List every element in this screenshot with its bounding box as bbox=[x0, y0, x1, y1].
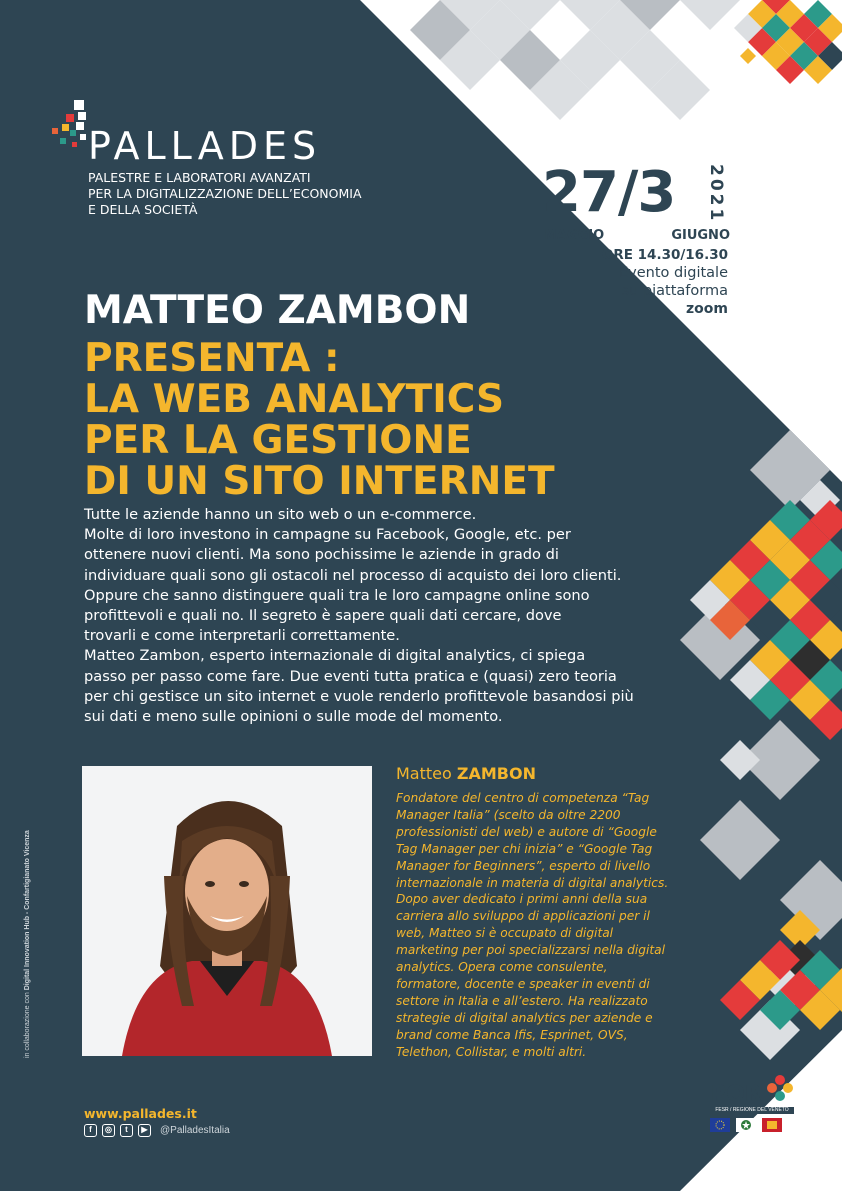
bio-line: marketing per poi specializzarsi nella digital bbox=[396, 943, 665, 958]
event-mode-line: Evento digitale bbox=[618, 265, 728, 281]
bio-line: Dopo aver dedicato i primi anni della sua bbox=[396, 892, 648, 907]
brand-name: PALLADES bbox=[88, 124, 322, 168]
description-line: Oppure che sanno distinguere quali tra le loro campagne online sono bbox=[84, 586, 590, 604]
description-line: profittevoli e quali no. Il segreto è sapere quali dati cercare, dove bbox=[84, 607, 562, 625]
instagram-icon[interactable]: ◎ bbox=[102, 1124, 115, 1137]
event-description bbox=[84, 505, 734, 727]
talk-title-line: LA WEB ANALYTICS bbox=[84, 377, 505, 422]
description-line: passo per passo come fare. Due eventi tutta pratica e (quasi) zero teoria bbox=[84, 667, 617, 685]
description-line: sui dati e meno sulle opinioni o sulle mode del momento. bbox=[84, 708, 503, 726]
event-year: 2021 bbox=[706, 164, 726, 224]
brand-tagline bbox=[88, 170, 362, 218]
description-line: ottenere nuovi clienti. Ma sono pochissime le aziende in grado di bbox=[84, 546, 559, 564]
bio-name bbox=[396, 764, 536, 783]
bio-last-name: ZAMBON bbox=[456, 764, 536, 783]
description-line: Matteo Zambon, esperto internazionale di digital analytics, ci spiega bbox=[84, 647, 586, 665]
veneto-flag-icon bbox=[762, 1118, 782, 1132]
description-line: Molte di loro investono in campagne su Facebook, Google, etc. per bbox=[84, 526, 571, 544]
bio-line: professionisti del web) e autore di “Google bbox=[396, 824, 657, 839]
bio-line: carriera allo sviluppo di applicazioni per il bbox=[396, 909, 650, 924]
bio-line: Tag Manager per chi inizia” e “Google Tag bbox=[396, 841, 653, 856]
speaker-portrait-illustration bbox=[82, 766, 372, 1056]
description-line: individuare quali sono gli ostacoli nel processo di acquisto dei loro clienti. bbox=[84, 566, 622, 584]
description-line: Tutte le aziende hanno un sito web o un e-commerce. bbox=[84, 506, 477, 523]
tagline-line: E DELLA SOCIETÀ bbox=[88, 202, 198, 217]
description-line: trovarli e come interpretarli correttamente. bbox=[84, 627, 400, 645]
por-subtitle: FESR / REGIONE DEL VENETO bbox=[710, 1107, 794, 1114]
speaker-bio bbox=[396, 790, 716, 1061]
por-word: POR bbox=[710, 1082, 762, 1107]
bio-first-name: Matteo bbox=[396, 764, 452, 783]
month-may: MAGGIO bbox=[544, 228, 605, 243]
bio-line: internazionale in materia di digital analytics. bbox=[396, 875, 669, 890]
bio-line: Manager Italia” (scelto da oltre 2200 bbox=[396, 807, 621, 822]
speaker-title: MATTEO ZAMBON bbox=[84, 288, 471, 333]
pallades-logo-mark bbox=[50, 98, 90, 162]
website-link[interactable]: www.pallades.it bbox=[84, 1106, 197, 1121]
talk-title bbox=[84, 338, 555, 502]
por-flower-icon bbox=[766, 1074, 794, 1102]
bio-line: brand come Banca Ifis, Esprinet, OVS, bbox=[396, 1027, 628, 1042]
speaker-photo bbox=[82, 766, 372, 1056]
twitter-icon[interactable]: t bbox=[120, 1124, 133, 1137]
description-line: per chi gestisce un sito internet e vuole renderlo profittevole basandosi più bbox=[84, 687, 634, 705]
por-logo bbox=[706, 1080, 796, 1140]
bio-line: strategie di digital analytics per aziende e bbox=[396, 1010, 653, 1025]
platform-name: zoom bbox=[686, 301, 728, 317]
social-links bbox=[84, 1124, 230, 1137]
tagline-line: PER LA DIGITALIZZAZIONE DELL’ECONOMIA bbox=[88, 186, 362, 201]
collaboration-note bbox=[20, 770, 40, 1060]
italy-emblem-icon bbox=[736, 1118, 756, 1132]
bio-line: Manager for Beginners”, esperto di livello bbox=[396, 858, 651, 873]
bio-line: Fondatore del centro di competenza “Tag bbox=[396, 791, 650, 805]
talk-title-line: PRESENTA : bbox=[84, 336, 340, 381]
collab-partners: Digital Innovation Hub - Confartigianato Vicenza bbox=[24, 830, 31, 991]
event-months bbox=[544, 228, 730, 243]
event-info bbox=[520, 246, 728, 318]
talk-title-line: PER LA GESTIONE bbox=[84, 418, 472, 463]
bio-line: web, Matteo si è occupato di digital bbox=[396, 926, 614, 941]
bio-line: Telethon, Collistar, e molti altri. bbox=[396, 1044, 587, 1059]
facebook-icon[interactable]: f bbox=[84, 1124, 97, 1137]
event-mode-line: su piattaforma bbox=[621, 283, 728, 299]
bio-line: formatore, docente e speaker in eventi di bbox=[396, 976, 650, 991]
event-time: ORE 14.30/16.30 bbox=[601, 247, 728, 263]
collab-prefix: in collaborazione con bbox=[24, 992, 31, 1058]
social-handle: @PalladesItalia bbox=[160, 1125, 230, 1136]
bio-line: analytics. Opera come consulente, bbox=[396, 960, 608, 975]
tagline-line: PALESTRE E LABORATORI AVANZATI bbox=[88, 170, 311, 185]
youtube-icon[interactable]: ▶ bbox=[138, 1124, 151, 1137]
talk-title-line: DI UN SITO INTERNET bbox=[84, 459, 555, 504]
event-date: 27/3 bbox=[542, 160, 676, 225]
bio-line: settore in Italia e all’estero. Ha realizzato bbox=[396, 993, 648, 1008]
month-june: GIUGNO bbox=[671, 228, 730, 243]
eu-flag-icon bbox=[710, 1118, 730, 1132]
